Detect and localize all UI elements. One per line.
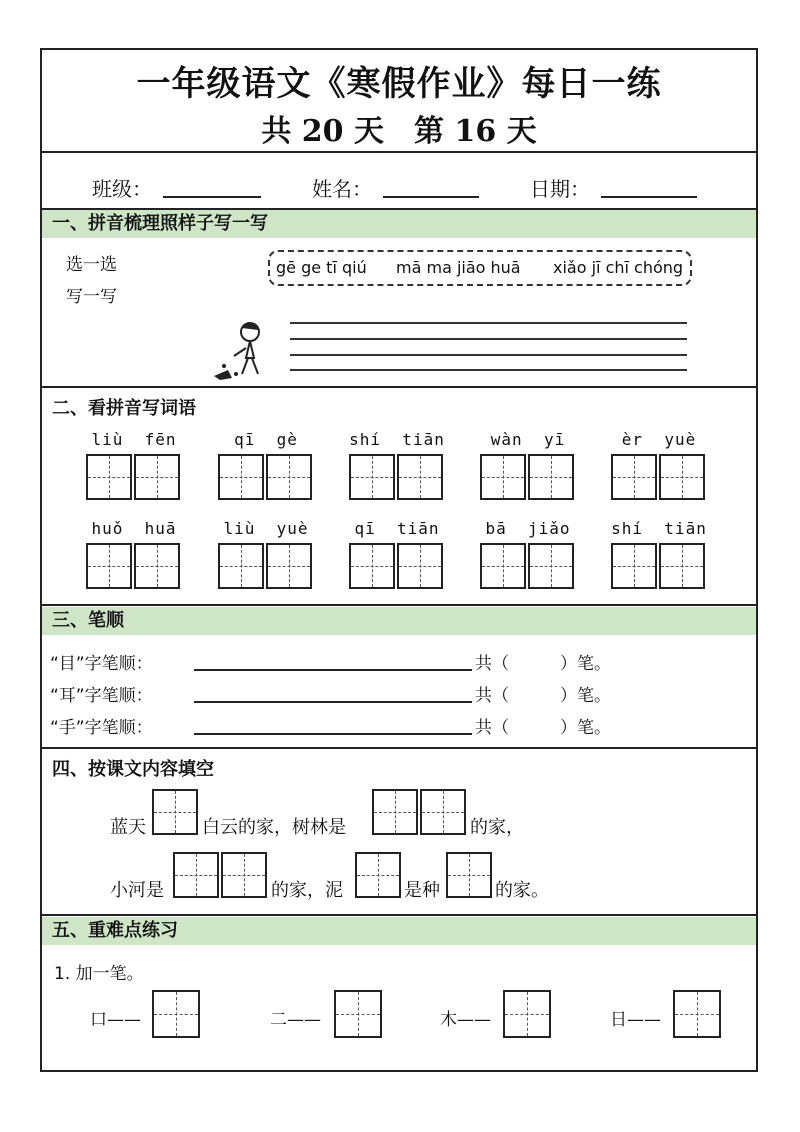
- fill-text: 的家，泥: [271, 880, 343, 901]
- stroke-answer-line[interactable]: [194, 669, 472, 671]
- writing-grid[interactable]: [611, 454, 657, 500]
- section3-divider: [40, 747, 758, 749]
- stroke-label-er: “耳”字笔顺：: [50, 686, 153, 706]
- pinyin-label: liù fēn: [91, 430, 177, 449]
- writing-grid[interactable]: [266, 454, 312, 500]
- section1-divider: [40, 386, 758, 388]
- fill-text: 蓝天: [110, 817, 146, 838]
- writing-grid[interactable]: [659, 543, 705, 589]
- name-label: 姓名：: [312, 177, 372, 201]
- write-line-4[interactable]: [290, 369, 687, 371]
- stroke-answer-line[interactable]: [194, 733, 472, 735]
- fill-text: 小河是: [110, 880, 164, 901]
- section4-divider: [40, 914, 758, 916]
- page-title: 一年级语文《寒假作业》每日一练: [136, 64, 662, 104]
- stroke-label-mu: “目”字笔顺：: [50, 654, 153, 674]
- stroke-count-suffix: ）笔。: [560, 654, 611, 674]
- add-stroke-char: 木——: [440, 1010, 491, 1030]
- section5-heading: 五、重难点练习: [42, 917, 756, 945]
- pinyin-label: bā jiǎo: [485, 519, 571, 538]
- pinyin-label: qī gè: [234, 430, 298, 449]
- writing-grid[interactable]: [134, 543, 180, 589]
- fill-grid[interactable]: [355, 852, 401, 898]
- writing-grid[interactable]: [86, 543, 132, 589]
- writing-grid[interactable]: [528, 543, 574, 589]
- add-stroke-char: 二——: [270, 1010, 321, 1030]
- writing-grid[interactable]: [134, 454, 180, 500]
- section1-prompt-write: 写一写: [66, 287, 117, 307]
- writing-grid[interactable]: [528, 454, 574, 500]
- writing-grid[interactable]: [349, 454, 395, 500]
- writing-grid[interactable]: [266, 543, 312, 589]
- pinyin-label: liù yuè: [223, 519, 309, 538]
- pinyin-option-1[interactable]: gē ge tī qiú: [276, 258, 367, 277]
- section2-heading: 二、看拼音写词语: [52, 398, 196, 419]
- fill-grid[interactable]: [173, 852, 219, 898]
- stroke-count-prefix: 共（: [475, 686, 509, 706]
- writing-grid[interactable]: [218, 543, 264, 589]
- child-drawing-icon: [208, 318, 270, 382]
- pinyin-label: qī tiān: [354, 519, 440, 538]
- fill-text: 的家。: [495, 880, 549, 901]
- fill-text: 是种: [404, 880, 440, 901]
- stroke-count-prefix: 共（: [475, 718, 509, 738]
- pinyin-option-3[interactable]: xiǎo jī chī chóng: [553, 258, 684, 277]
- fill-text: 白云的家，树林是: [202, 817, 346, 838]
- add-stroke-char: 日——: [610, 1010, 661, 1030]
- writing-grid[interactable]: [397, 543, 443, 589]
- fill-grid[interactable]: [372, 789, 418, 835]
- write-line-3[interactable]: [290, 354, 687, 356]
- date-field[interactable]: [601, 196, 697, 198]
- add-stroke-grid[interactable]: [673, 990, 721, 1038]
- class-label: 班级：: [92, 177, 152, 201]
- add-stroke-grid[interactable]: [152, 990, 200, 1038]
- pinyin-label: èr yuè: [621, 430, 697, 449]
- fill-grid[interactable]: [420, 789, 466, 835]
- section4-heading: 四、按课文内容填空: [52, 759, 214, 780]
- date-label: 日期：: [530, 177, 590, 201]
- stroke-count-suffix: ）笔。: [560, 686, 611, 706]
- fill-grid[interactable]: [221, 852, 267, 898]
- pinyin-option-2[interactable]: mā ma jiāo huā: [396, 258, 521, 277]
- pinyin-label: shí tiān: [611, 519, 707, 538]
- add-stroke-char: 口——: [90, 1010, 141, 1030]
- section3-heading: 三、笔顺: [42, 607, 756, 635]
- question-1: 1. 加一笔。: [54, 964, 144, 984]
- stroke-count-prefix: 共（: [475, 654, 509, 674]
- add-stroke-grid[interactable]: [334, 990, 382, 1038]
- writing-grid[interactable]: [659, 454, 705, 500]
- stroke-label-shou: “手”字笔顺：: [50, 718, 153, 738]
- fill-text: 的家，: [470, 817, 524, 838]
- section1-prompt-select: 选一选: [66, 255, 117, 275]
- stroke-count-suffix: ）笔。: [560, 718, 611, 738]
- name-field[interactable]: [383, 196, 479, 198]
- pinyin-label: shí tiān: [349, 430, 445, 449]
- page-subtitle: 共 20 天 第 16 天: [261, 114, 537, 149]
- writing-grid[interactable]: [397, 454, 443, 500]
- writing-grid[interactable]: [86, 454, 132, 500]
- header-divider: [40, 151, 758, 153]
- write-line-1[interactable]: [290, 322, 687, 324]
- stroke-answer-line[interactable]: [194, 701, 472, 703]
- add-stroke-grid[interactable]: [503, 990, 551, 1038]
- pinyin-label: huǒ huā: [91, 519, 177, 538]
- writing-grid[interactable]: [480, 543, 526, 589]
- fill-grid[interactable]: [152, 789, 198, 835]
- write-line-2[interactable]: [290, 338, 687, 340]
- section1-heading: 一、拼音梳理照样子写一写: [42, 210, 756, 238]
- fill-grid[interactable]: [446, 852, 492, 898]
- section2-divider: [40, 604, 758, 606]
- writing-grid[interactable]: [480, 454, 526, 500]
- class-field[interactable]: [163, 196, 261, 198]
- writing-grid[interactable]: [349, 543, 395, 589]
- writing-grid[interactable]: [218, 454, 264, 500]
- writing-grid[interactable]: [611, 543, 657, 589]
- pinyin-label: wàn yī: [490, 430, 566, 449]
